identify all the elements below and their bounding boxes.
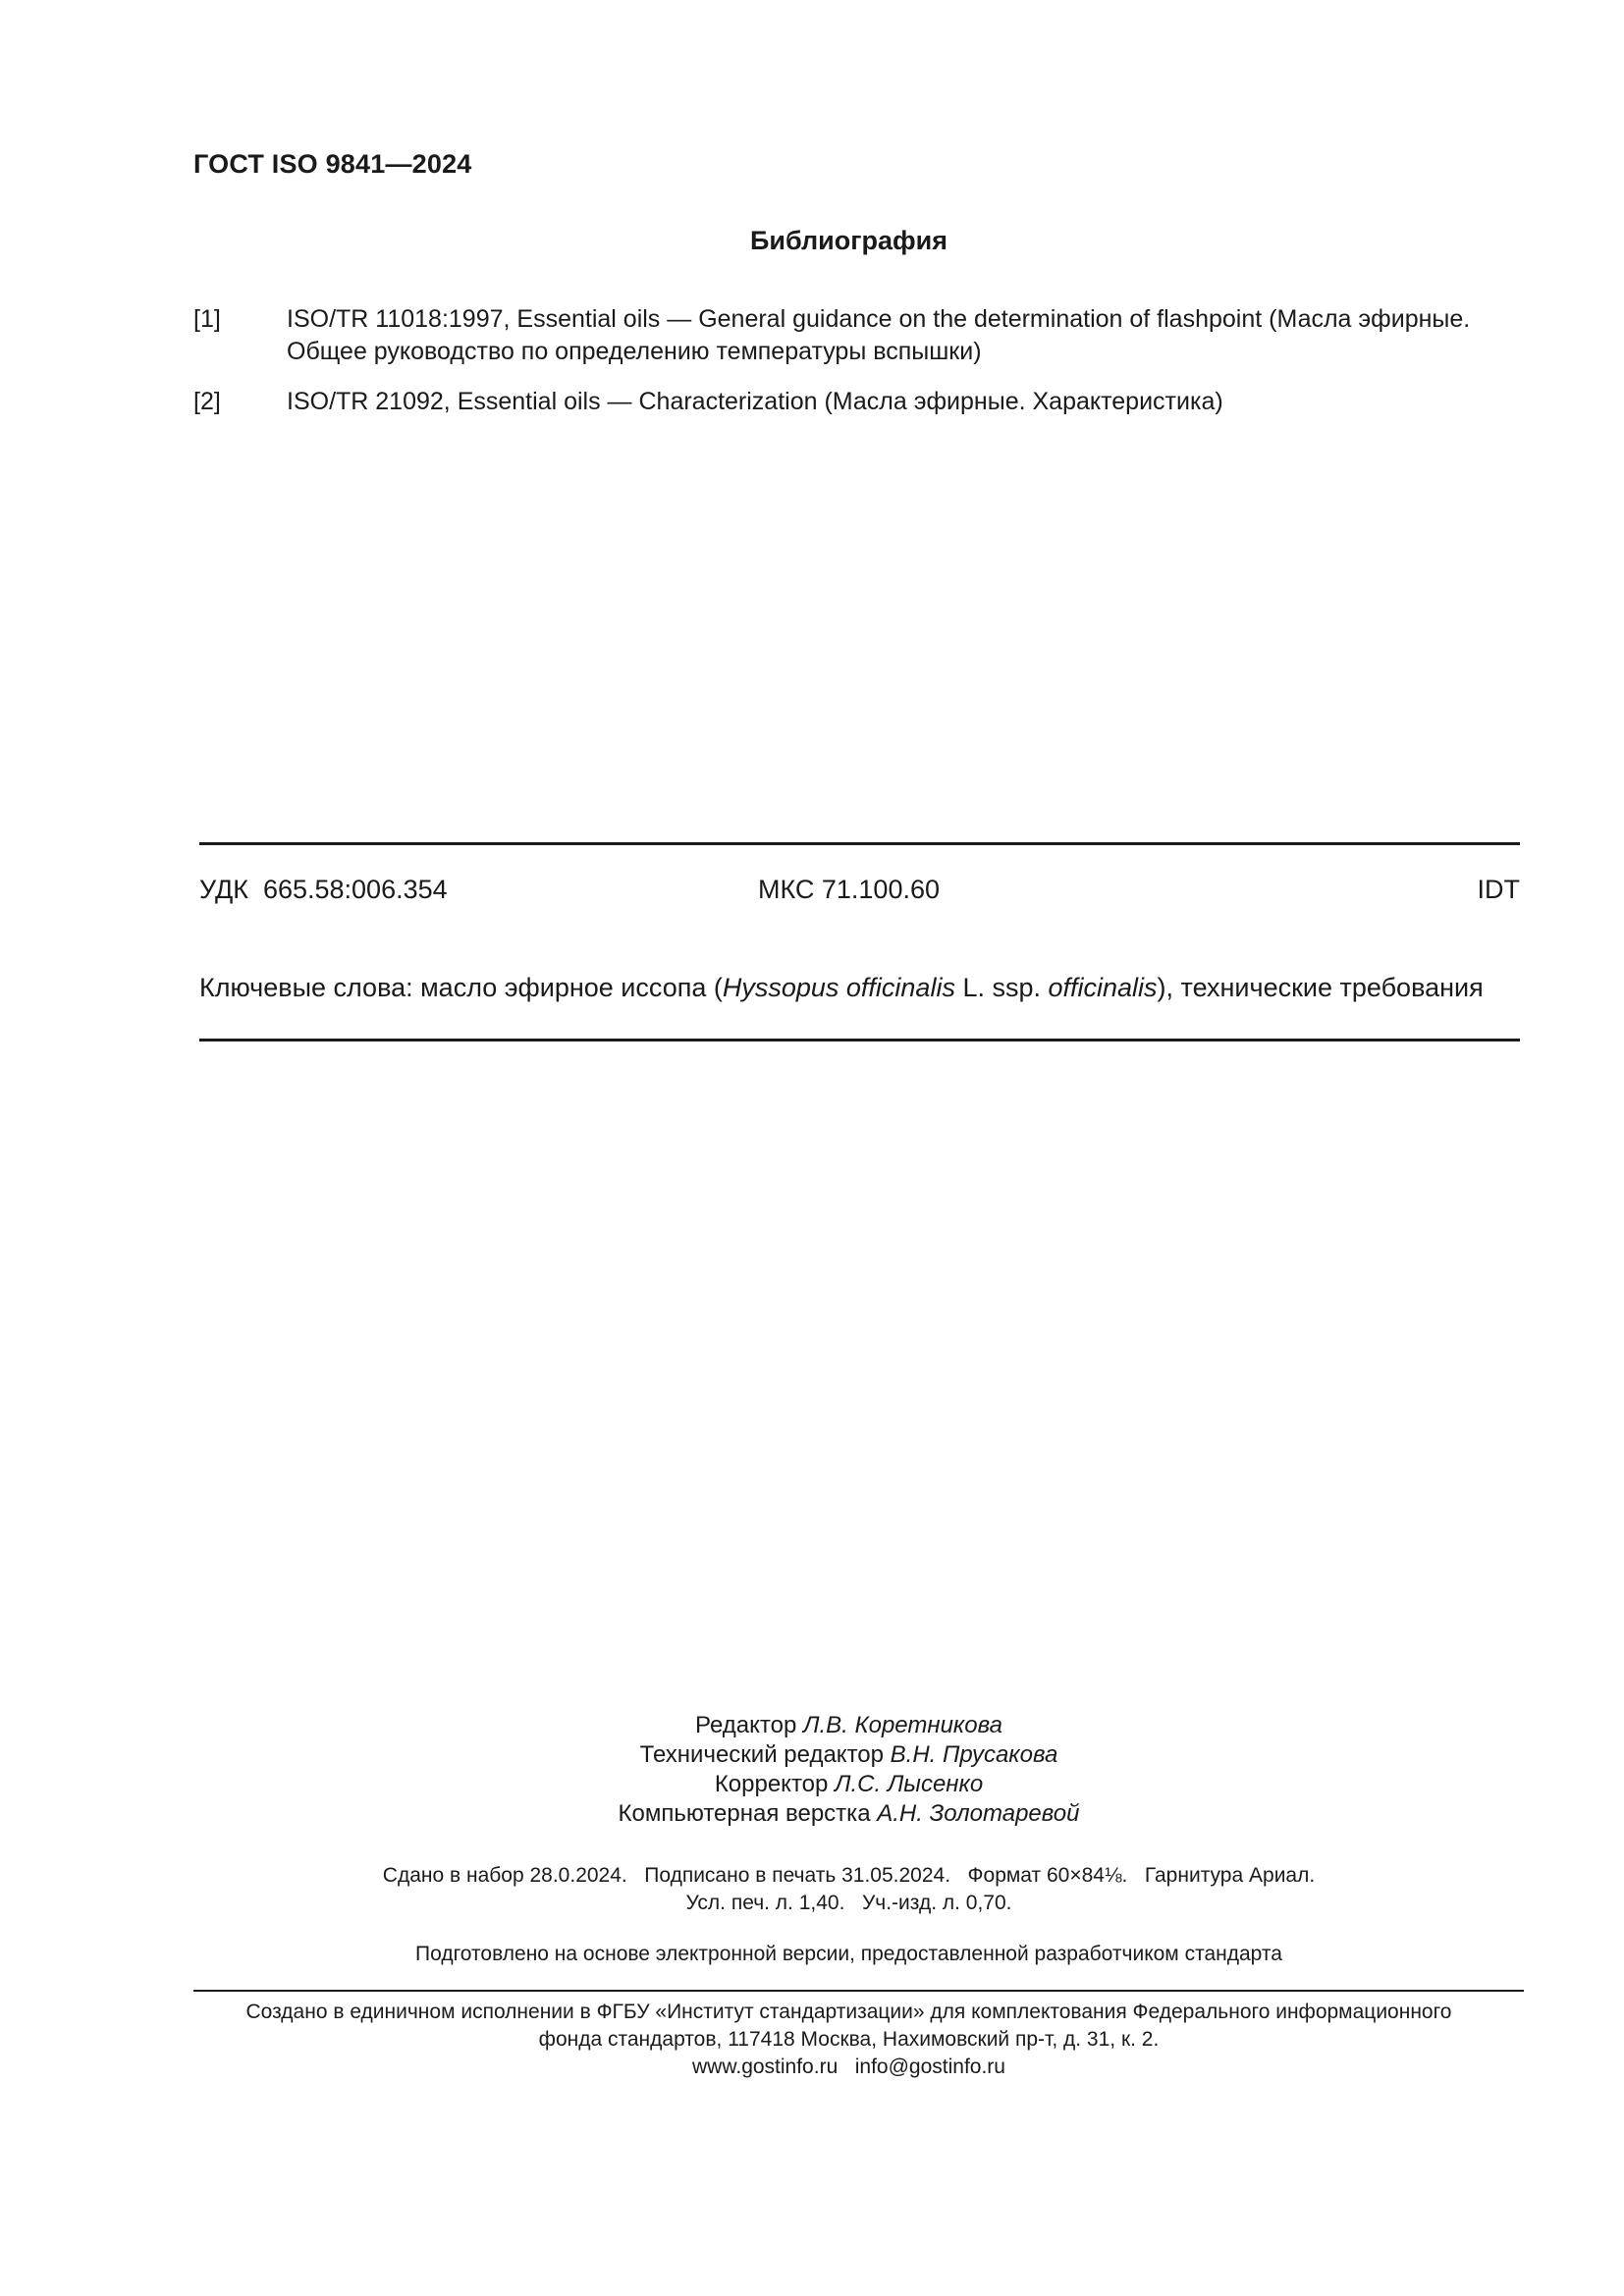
credit-name: Л.В. Коретникова — [803, 1712, 1002, 1738]
prepared-note: Подготовлено на основе электронной версии, предоставленной разработчиком стандарта — [415, 1943, 1282, 1965]
mks-code: МКС 71.100.60 — [757, 875, 941, 904]
top-rule — [199, 842, 1520, 845]
idt-label: IDT — [1477, 875, 1520, 904]
keywords-prefix: Ключевые слова: масло эфирное иссопа ( — [199, 973, 723, 1002]
bibliography-entry-text — [287, 303, 1519, 368]
credit-name: Л.С. Лысенко — [835, 1771, 984, 1797]
bibliography-entry-2 — [193, 386, 1519, 421]
keywords-suffix: ), технические требования — [1157, 973, 1484, 1002]
credit-role: Редактор — [695, 1712, 803, 1738]
credit-role: Корректор — [714, 1771, 836, 1797]
print-info — [0, 1862, 1624, 1917]
credit-name: А.Н. Золотаревой — [877, 1800, 1080, 1827]
credit-editor — [74, 1711, 1624, 1740]
bibliography-entry-text — [287, 386, 1519, 418]
print-info-line: Сдано в набор 28.0.2024. Подписано в печать 31.05.2024. Формат 60×84⅛. Гарнитура Ариал. — [382, 1864, 1316, 1887]
print-info-line: Усл. печ. л. 1,40. Уч.-изд. л. 0,70. — [685, 1892, 1012, 1914]
bibliography-entry-number: [1] — [193, 305, 221, 333]
bibliography-entry-1 — [193, 303, 1519, 372]
credit-role: Компьютерная верстка — [618, 1800, 878, 1827]
bibliography-entry-line: Общее руководство по определению температуры вспышки) — [287, 338, 982, 365]
footer-rule — [193, 1990, 1524, 1992]
udk-code: УДК 665.58:006.354 — [199, 875, 448, 904]
created-line: Создано в единичном исполнении в ФГБУ «Институт стандартизации» для комплектования Федерального информационного — [245, 2001, 1452, 2023]
bibliography-entry-line: ISO/TR 11018:1997, Essential oils — General guidance on the determination of flashpoint (Масла эфирные. — [287, 305, 1471, 333]
bottom-rule — [199, 1039, 1520, 1041]
keywords-species: Hyssopus officinalis — [722, 973, 955, 1002]
credit-name: В.Н. Прусакова — [890, 1741, 1058, 1768]
keywords-subspecies: officinalis — [1048, 973, 1158, 1002]
created-line: фонда стандартов, 117418 Москва, Нахимовский пр-т, д. 31, к. 2. — [538, 2028, 1160, 2051]
document-id: ГОСТ ISO 9841—2024 — [193, 149, 472, 179]
credit-corrector — [74, 1770, 1624, 1799]
created-contacts: www.gostinfo.ru info@gostinfo.ru — [692, 2056, 1005, 2078]
bibliography-title: Библиография — [750, 226, 947, 255]
keywords-line — [199, 973, 1484, 1003]
credits-block — [0, 1711, 1624, 1829]
bibliography-entry-number: [2] — [193, 388, 221, 415]
keywords-middle: L. ssp. — [954, 973, 1049, 1002]
credit-tech-editor — [74, 1740, 1624, 1770]
created-note — [0, 1999, 1624, 2081]
credit-layout — [74, 1799, 1624, 1829]
credit-role: Технический редактор — [639, 1741, 891, 1768]
bibliography-entry-line: ISO/TR 21092, Essential oils — Characterization (Масла эфирные. Характеристика) — [287, 388, 1223, 415]
